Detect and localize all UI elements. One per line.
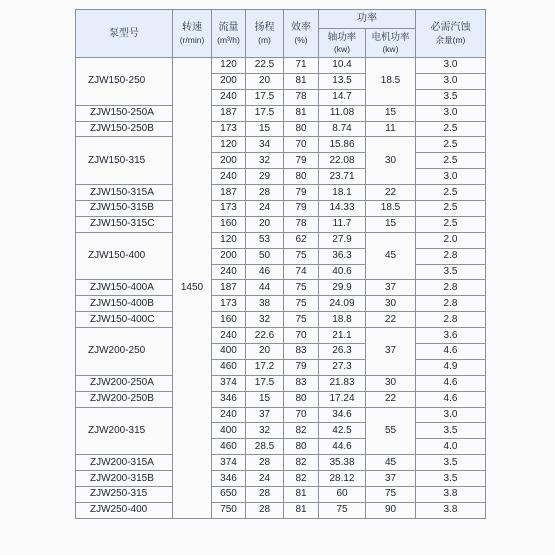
npsh-cell: 3.5 [416, 423, 486, 439]
table-row [76, 185, 486, 201]
efficiency-cell: 75 [284, 280, 319, 296]
motor-power-cell: 15 [366, 216, 416, 232]
table-row [76, 487, 486, 503]
efficiency-cell: 83 [284, 375, 319, 391]
shaft-power-cell: 29.9 [319, 280, 366, 296]
flow-cell: 200 [212, 248, 246, 264]
efficiency-cell: 78 [284, 89, 319, 105]
model-cell: ZJW200-315A [76, 455, 173, 471]
npsh-cell: 3.5 [416, 264, 486, 280]
flow-cell: 200 [212, 153, 246, 169]
efficiency-cell: 80 [284, 439, 319, 455]
efficiency-cell: 81 [284, 487, 319, 503]
table-row [76, 280, 486, 296]
shaft-power-cell: 11.7 [319, 216, 366, 232]
motor-power-cell: 55 [366, 407, 416, 455]
model-cell: ZJW200-315B [76, 471, 173, 487]
flow-cell: 400 [212, 423, 246, 439]
head-cell: 53 [246, 232, 284, 248]
head-cell: 34 [246, 137, 284, 153]
header-flow: 流量 (m³/h) [212, 10, 246, 58]
flow-cell: 400 [212, 344, 246, 360]
npsh-cell: 2.5 [416, 153, 486, 169]
shaft-power-cell: 21.1 [319, 328, 366, 344]
header-model: 泵型号 [76, 10, 173, 58]
motor-power-cell: 15 [366, 105, 416, 121]
npsh-cell: 2.8 [416, 280, 486, 296]
flow-cell: 374 [212, 455, 246, 471]
shaft-power-cell: 22.08 [319, 153, 366, 169]
efficiency-cell: 79 [284, 359, 319, 375]
efficiency-cell: 75 [284, 248, 319, 264]
npsh-cell: 4.6 [416, 391, 486, 407]
shaft-power-cell: 14.33 [319, 201, 366, 217]
flow-cell: 200 [212, 73, 246, 89]
head-cell: 15 [246, 121, 284, 137]
npsh-cell: 2.0 [416, 232, 486, 248]
npsh-cell: 2.5 [416, 121, 486, 137]
shaft-power-cell: 11.08 [319, 105, 366, 121]
table-row [76, 375, 486, 391]
table-row [76, 137, 486, 153]
shaft-power-cell: 23.71 [319, 169, 366, 185]
npsh-cell: 2.8 [416, 296, 486, 312]
motor-power-cell: 22 [366, 391, 416, 407]
pump-performance-table [75, 9, 486, 519]
table-row [76, 58, 486, 74]
shaft-power-cell: 36.3 [319, 248, 366, 264]
table-row [76, 455, 486, 471]
shaft-power-cell: 24.09 [319, 296, 366, 312]
head-cell: 32 [246, 312, 284, 328]
shaft-power-cell: 21.83 [319, 375, 366, 391]
npsh-cell: 3.0 [416, 73, 486, 89]
table-row [76, 216, 486, 232]
shaft-power-cell: 44.6 [319, 439, 366, 455]
table-row [76, 121, 486, 137]
model-cell: ZJW150-400B [76, 296, 173, 312]
model-cell: ZJW150-400 [76, 232, 173, 280]
header-head: 扬程 (m) [246, 10, 284, 58]
shaft-power-cell: 10.4 [319, 58, 366, 74]
npsh-cell: 4.0 [416, 439, 486, 455]
npsh-cell: 4.6 [416, 344, 486, 360]
model-cell: ZJW250-400 [76, 502, 173, 518]
model-cell: ZJW150-250 [76, 58, 173, 106]
header-efficiency: 效率 (%) [284, 10, 319, 58]
motor-power-cell: 37 [366, 328, 416, 376]
flow-cell: 187 [212, 105, 246, 121]
table-row [76, 471, 486, 487]
model-cell: ZJW250-315 [76, 487, 173, 503]
shaft-power-cell: 17.24 [319, 391, 366, 407]
npsh-cell: 2.5 [416, 137, 486, 153]
efficiency-cell: 79 [284, 185, 319, 201]
shaft-power-cell: 26.3 [319, 344, 366, 360]
npsh-cell: 3.5 [416, 455, 486, 471]
motor-power-cell: 37 [366, 471, 416, 487]
table-row [76, 296, 486, 312]
npsh-cell: 2.5 [416, 201, 486, 217]
shaft-power-cell: 75 [319, 502, 366, 518]
model-cell: ZJW200-250A [76, 375, 173, 391]
flow-cell: 187 [212, 185, 246, 201]
efficiency-cell: 71 [284, 58, 319, 74]
flow-cell: 240 [212, 328, 246, 344]
motor-power-cell: 90 [366, 502, 416, 518]
model-cell: ZJW150-315C [76, 216, 173, 232]
shaft-power-cell: 42.5 [319, 423, 366, 439]
flow-cell: 160 [212, 216, 246, 232]
model-cell: ZJW200-250 [76, 328, 173, 376]
npsh-cell: 3.0 [416, 105, 486, 121]
head-cell: 24 [246, 201, 284, 217]
table-row [76, 201, 486, 217]
shaft-power-cell: 34.6 [319, 407, 366, 423]
head-cell: 28 [246, 455, 284, 471]
header-speed: 转速 (r/min) [173, 10, 212, 58]
npsh-cell: 3.5 [416, 89, 486, 105]
motor-power-cell: 45 [366, 232, 416, 280]
efficiency-cell: 81 [284, 73, 319, 89]
flow-cell: 240 [212, 407, 246, 423]
flow-cell: 173 [212, 296, 246, 312]
shaft-power-cell: 35.38 [319, 455, 366, 471]
flow-cell: 240 [212, 264, 246, 280]
efficiency-cell: 80 [284, 391, 319, 407]
model-cell: ZJW150-315B [76, 201, 173, 217]
npsh-cell: 3.8 [416, 487, 486, 503]
shaft-power-cell: 27.9 [319, 232, 366, 248]
flow-cell: 120 [212, 137, 246, 153]
model-cell: ZJW150-250A [76, 105, 173, 121]
head-cell: 38 [246, 296, 284, 312]
head-cell: 44 [246, 280, 284, 296]
npsh-cell: 3.6 [416, 328, 486, 344]
table-row [76, 328, 486, 344]
table-body [76, 58, 486, 519]
head-cell: 17.5 [246, 105, 284, 121]
motor-power-cell: 37 [366, 280, 416, 296]
shaft-power-cell: 18.8 [319, 312, 366, 328]
header-power: 功率 [319, 10, 416, 29]
efficiency-cell: 80 [284, 169, 319, 185]
flow-cell: 120 [212, 232, 246, 248]
header-shaft-power: 轴功率 (kw) [319, 29, 366, 58]
npsh-cell: 3.5 [416, 471, 486, 487]
head-cell: 50 [246, 248, 284, 264]
efficiency-cell: 83 [284, 344, 319, 360]
motor-power-cell: 22 [366, 312, 416, 328]
motor-power-cell: 22 [366, 185, 416, 201]
shaft-power-cell: 27.3 [319, 359, 366, 375]
efficiency-cell: 79 [284, 201, 319, 217]
head-cell: 17.2 [246, 359, 284, 375]
npsh-cell: 3.0 [416, 58, 486, 74]
npsh-cell: 2.8 [416, 248, 486, 264]
head-cell: 15 [246, 391, 284, 407]
npsh-cell: 3.0 [416, 169, 486, 185]
efficiency-cell: 78 [284, 216, 319, 232]
table-row [76, 391, 486, 407]
efficiency-cell: 79 [284, 153, 319, 169]
flow-cell: 120 [212, 58, 246, 74]
efficiency-cell: 62 [284, 232, 319, 248]
efficiency-cell: 80 [284, 121, 319, 137]
header-motor-power: 电机功率 (kw) [366, 29, 416, 58]
efficiency-cell: 75 [284, 312, 319, 328]
flow-cell: 240 [212, 169, 246, 185]
model-cell: ZJW150-400C [76, 312, 173, 328]
head-cell: 24 [246, 471, 284, 487]
motor-power-cell: 30 [366, 296, 416, 312]
head-cell: 17.5 [246, 375, 284, 391]
head-cell: 28 [246, 185, 284, 201]
speed-cell: 1450 [173, 58, 212, 519]
head-cell: 28.5 [246, 439, 284, 455]
flow-cell: 460 [212, 439, 246, 455]
efficiency-cell: 81 [284, 105, 319, 121]
header-npsh: 必需汽蚀 余量(m) [416, 10, 486, 58]
npsh-cell: 4.6 [416, 375, 486, 391]
model-cell: ZJW150-250B [76, 121, 173, 137]
head-cell: 20 [246, 344, 284, 360]
flow-cell: 346 [212, 471, 246, 487]
table-row [76, 407, 486, 423]
head-cell: 17.5 [246, 89, 284, 105]
head-cell: 28 [246, 502, 284, 518]
npsh-cell: 3.8 [416, 502, 486, 518]
shaft-power-cell: 8.74 [319, 121, 366, 137]
shaft-power-cell: 15.86 [319, 137, 366, 153]
shaft-power-cell: 28.12 [319, 471, 366, 487]
motor-power-cell: 18.5 [366, 58, 416, 106]
model-cell: ZJW150-315 [76, 137, 173, 185]
flow-cell: 374 [212, 375, 246, 391]
flow-cell: 650 [212, 487, 246, 503]
shaft-power-cell: 14.7 [319, 89, 366, 105]
head-cell: 28 [246, 487, 284, 503]
motor-power-cell: 18.5 [366, 201, 416, 217]
table-row [76, 312, 486, 328]
flow-cell: 750 [212, 502, 246, 518]
table-row [76, 105, 486, 121]
flow-cell: 460 [212, 359, 246, 375]
head-cell: 22.5 [246, 58, 284, 74]
efficiency-cell: 81 [284, 502, 319, 518]
npsh-cell: 4.9 [416, 359, 486, 375]
table-row [76, 502, 486, 518]
motor-power-cell: 75 [366, 487, 416, 503]
head-cell: 20 [246, 216, 284, 232]
npsh-cell: 2.5 [416, 185, 486, 201]
efficiency-cell: 70 [284, 328, 319, 344]
model-cell: ZJW150-315A [76, 185, 173, 201]
head-cell: 37 [246, 407, 284, 423]
table-row [76, 232, 486, 248]
shaft-power-cell: 60 [319, 487, 366, 503]
head-cell: 22.6 [246, 328, 284, 344]
shaft-power-cell: 18.1 [319, 185, 366, 201]
efficiency-cell: 82 [284, 471, 319, 487]
efficiency-cell: 70 [284, 407, 319, 423]
npsh-cell: 2.5 [416, 216, 486, 232]
head-cell: 20 [246, 73, 284, 89]
flow-cell: 346 [212, 391, 246, 407]
model-cell: ZJW200-315 [76, 407, 173, 455]
model-cell: ZJW150-400A [76, 280, 173, 296]
flow-cell: 173 [212, 121, 246, 137]
efficiency-cell: 70 [284, 137, 319, 153]
motor-power-cell: 30 [366, 137, 416, 185]
head-cell: 32 [246, 423, 284, 439]
head-cell: 32 [246, 153, 284, 169]
efficiency-cell: 82 [284, 455, 319, 471]
flow-cell: 160 [212, 312, 246, 328]
efficiency-cell: 74 [284, 264, 319, 280]
head-cell: 46 [246, 264, 284, 280]
shaft-power-cell: 40.6 [319, 264, 366, 280]
flow-cell: 187 [212, 280, 246, 296]
npsh-cell: 2.8 [416, 312, 486, 328]
head-cell: 29 [246, 169, 284, 185]
efficiency-cell: 75 [284, 296, 319, 312]
model-cell: ZJW200-250B [76, 391, 173, 407]
flow-cell: 240 [212, 89, 246, 105]
efficiency-cell: 82 [284, 423, 319, 439]
npsh-cell: 3.0 [416, 407, 486, 423]
motor-power-cell: 45 [366, 455, 416, 471]
motor-power-cell: 11 [366, 121, 416, 137]
motor-power-cell: 30 [366, 375, 416, 391]
shaft-power-cell: 13.5 [319, 73, 366, 89]
flow-cell: 173 [212, 201, 246, 217]
